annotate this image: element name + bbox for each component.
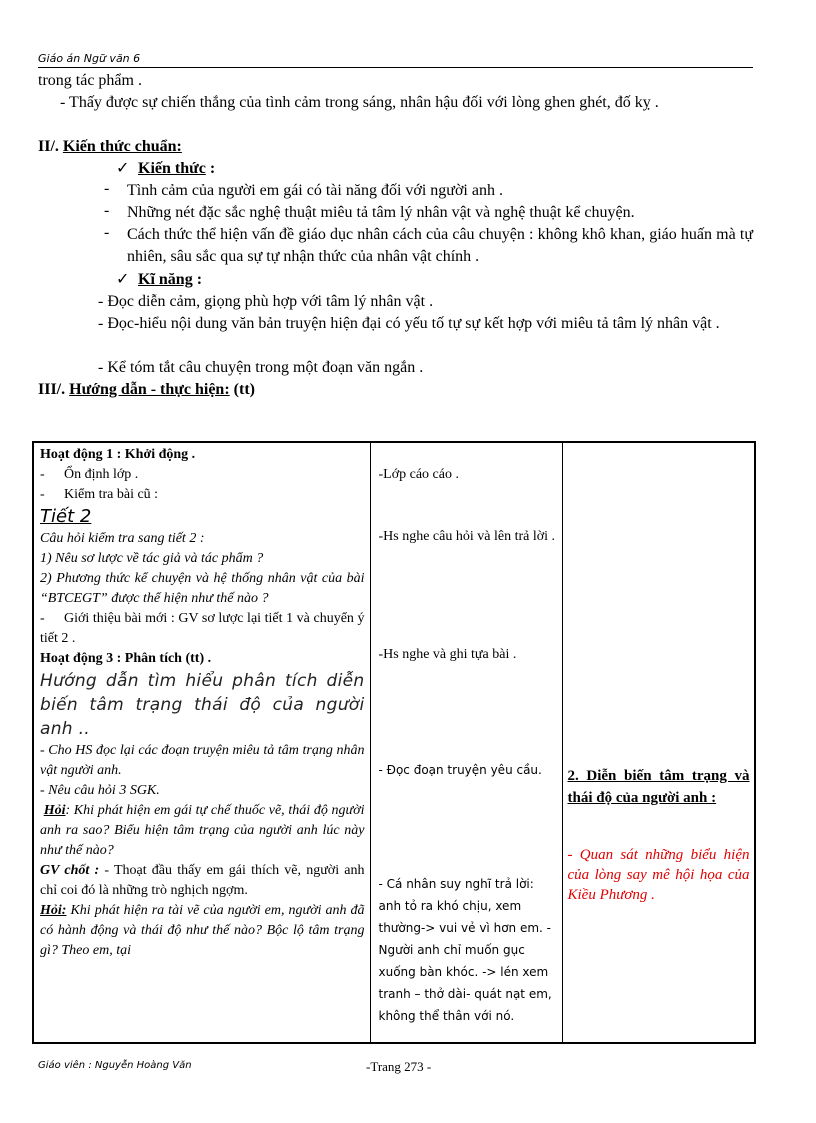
new-lesson-intro: - Giới thiệu bài mới : GV sơ lược lại tiết 1 và chuyển ý tiết 2 . <box>40 611 365 646</box>
analysis-guide: Hướng dẫn tìm hiểu phân tích diễn biến tâm trạng thái độ của người anh .. <box>40 671 365 739</box>
activity-1-item: - Ổn định lớp . <box>40 467 139 482</box>
task-ask-question: - Nêu câu hỏi 3 SGK. <box>40 783 160 798</box>
student-answer-2: -Hs nghe câu hỏi và lên trả lời . <box>378 529 556 544</box>
header-divider <box>38 67 753 68</box>
skills-item: - Đọc diễn cảm, giọng phù hợp với tâm lý nhân vật . <box>98 293 434 310</box>
activity-1-title: Hoạt động 1 : Khởi động . <box>40 447 196 462</box>
intro-line-2: - Thấy được sự chiến thắng của tình cảm trong sáng, nhân hậu đối với lòng ghen ghét, đố kỵ . <box>60 94 659 111</box>
bullet-dash: - <box>104 224 110 241</box>
student-answer-4: - Đọc đoạn truyện yêu cầu. <box>378 763 542 777</box>
section-2-heading <box>38 136 753 158</box>
lesson-table <box>32 441 756 1044</box>
skills-title: Kĩ năng <box>138 271 193 288</box>
skills-heading <box>116 269 202 289</box>
section-3-suffix: (tt) <box>229 381 255 398</box>
knowledge-title: Kiến thức <box>138 160 206 177</box>
knowledge-item: Những nét đặc sắc nghệ thuật miêu tả tâm lý nhân vật và nghệ thuật kể chuyện. <box>127 204 635 221</box>
check-question-2: 2) Phương thức kể chuyện và hệ thống nhân vật của bài “BTCEGT” được thể hiện như thế nào ? <box>40 571 365 606</box>
knowledge-colon: : <box>205 160 216 177</box>
check-question-title: Câu hỏi kiểm tra sang tiết 2 : <box>40 531 205 546</box>
checkmark-icon: ✓ <box>116 269 130 288</box>
activity-1-item: - Kiểm tra bài cũ : <box>40 487 159 502</box>
section-3-title: Hướng dẫn - thực hiện: <box>69 381 230 398</box>
lesson-period-label: Tiết 2 <box>40 506 92 527</box>
teacher-activity-column <box>33 442 370 1043</box>
knowledge-heading <box>116 158 215 178</box>
section-2-number: II/. <box>38 138 59 155</box>
student-activity-column <box>370 442 562 1043</box>
bullet-dash: - <box>104 180 110 197</box>
student-answer-5: - Cá nhân suy nghĩ trả lời: anh tỏ ra khó chịu, xem thường-> vui vẻ vì hơn em. -Người anh chỉ muốn gục xuống bàn khóc. -> lén xem tranh – thở dài- quát nạt em, không thể thân với nó. <box>378 877 552 1023</box>
skills-item: - Kể tóm tắt câu chuyện trong một đoạn văn ngắn . <box>98 359 424 376</box>
skills-colon: : <box>192 271 203 288</box>
document-header-title: Giáo án Ngữ văn 6 <box>38 52 141 65</box>
knowledge-item: Cách thức thể hiện vấn đề giáo dục nhân cách của câu chuyện : không khô khan, giáo huấn mà tự nhiên, sâu sắc qua sự tự nhận thức của nhân vật chính . <box>127 226 753 265</box>
knowledge-item: Tình cảm của người em gái có tài năng đối với người anh . <box>127 182 503 199</box>
student-answer-3: -Hs nghe và ghi tựa bài . <box>378 647 517 662</box>
footer-page-number: -Trang 273 - <box>366 1059 432 1074</box>
content-column <box>562 442 755 1043</box>
bullet-dash: - <box>104 202 110 219</box>
activity-3-title: Hoạt động 3 : Phân tích (tt) . <box>40 651 212 666</box>
content-heading: 2. Diễn biến tâm trạng và thái độ của người anh : <box>567 768 750 806</box>
checkmark-icon: ✓ <box>116 158 130 177</box>
teacher-conclusion: GV chốt : - Thoạt đầu thấy em gái thích vẽ, người anh chỉ coi đó là những trò nghịch ngợm. <box>40 863 365 898</box>
section-3-heading <box>38 379 753 401</box>
intro-line-1: trong tác phẩm . <box>38 72 142 89</box>
footer-author: Giáo viên : Nguyễn Hoàng Văn <box>38 1060 192 1071</box>
question-2: Hỏi: Khi phát hiện ra tài vẽ của người em, người anh đã có hành động và thái độ như thế nào? Bộc lộ tâm trạng gì? Theo em, tại <box>40 903 365 958</box>
section-2-title: Kiến thức chuẩn: <box>62 138 182 155</box>
check-question-1: 1) Nêu sơ lược về tác giả và tác phẩm ? <box>40 551 264 566</box>
skills-item: - Đọc-hiểu nội dung văn bản truyện hiện đại có yếu tố tự sự kết hợp với miêu tả tâm lý nhân vật . <box>98 315 720 332</box>
section-3-number: III/. <box>38 381 66 398</box>
content-note: - Quan sát những biểu hiện của lòng say mê hội họa của Kiều Phương . <box>567 847 750 903</box>
student-answer-1: -Lớp cáo cáo . <box>378 467 459 482</box>
task-read-text: - Cho HS đọc lại các đoạn truyện miêu tả tâm trạng nhân vật người anh. <box>40 743 365 778</box>
question-1: Hỏi: Khi phát hiện em gái tự chế thuốc vẽ, thái độ người anh ra sao? Biểu hiện tâm trạng của người anh lúc này như thế nào? <box>40 803 365 858</box>
